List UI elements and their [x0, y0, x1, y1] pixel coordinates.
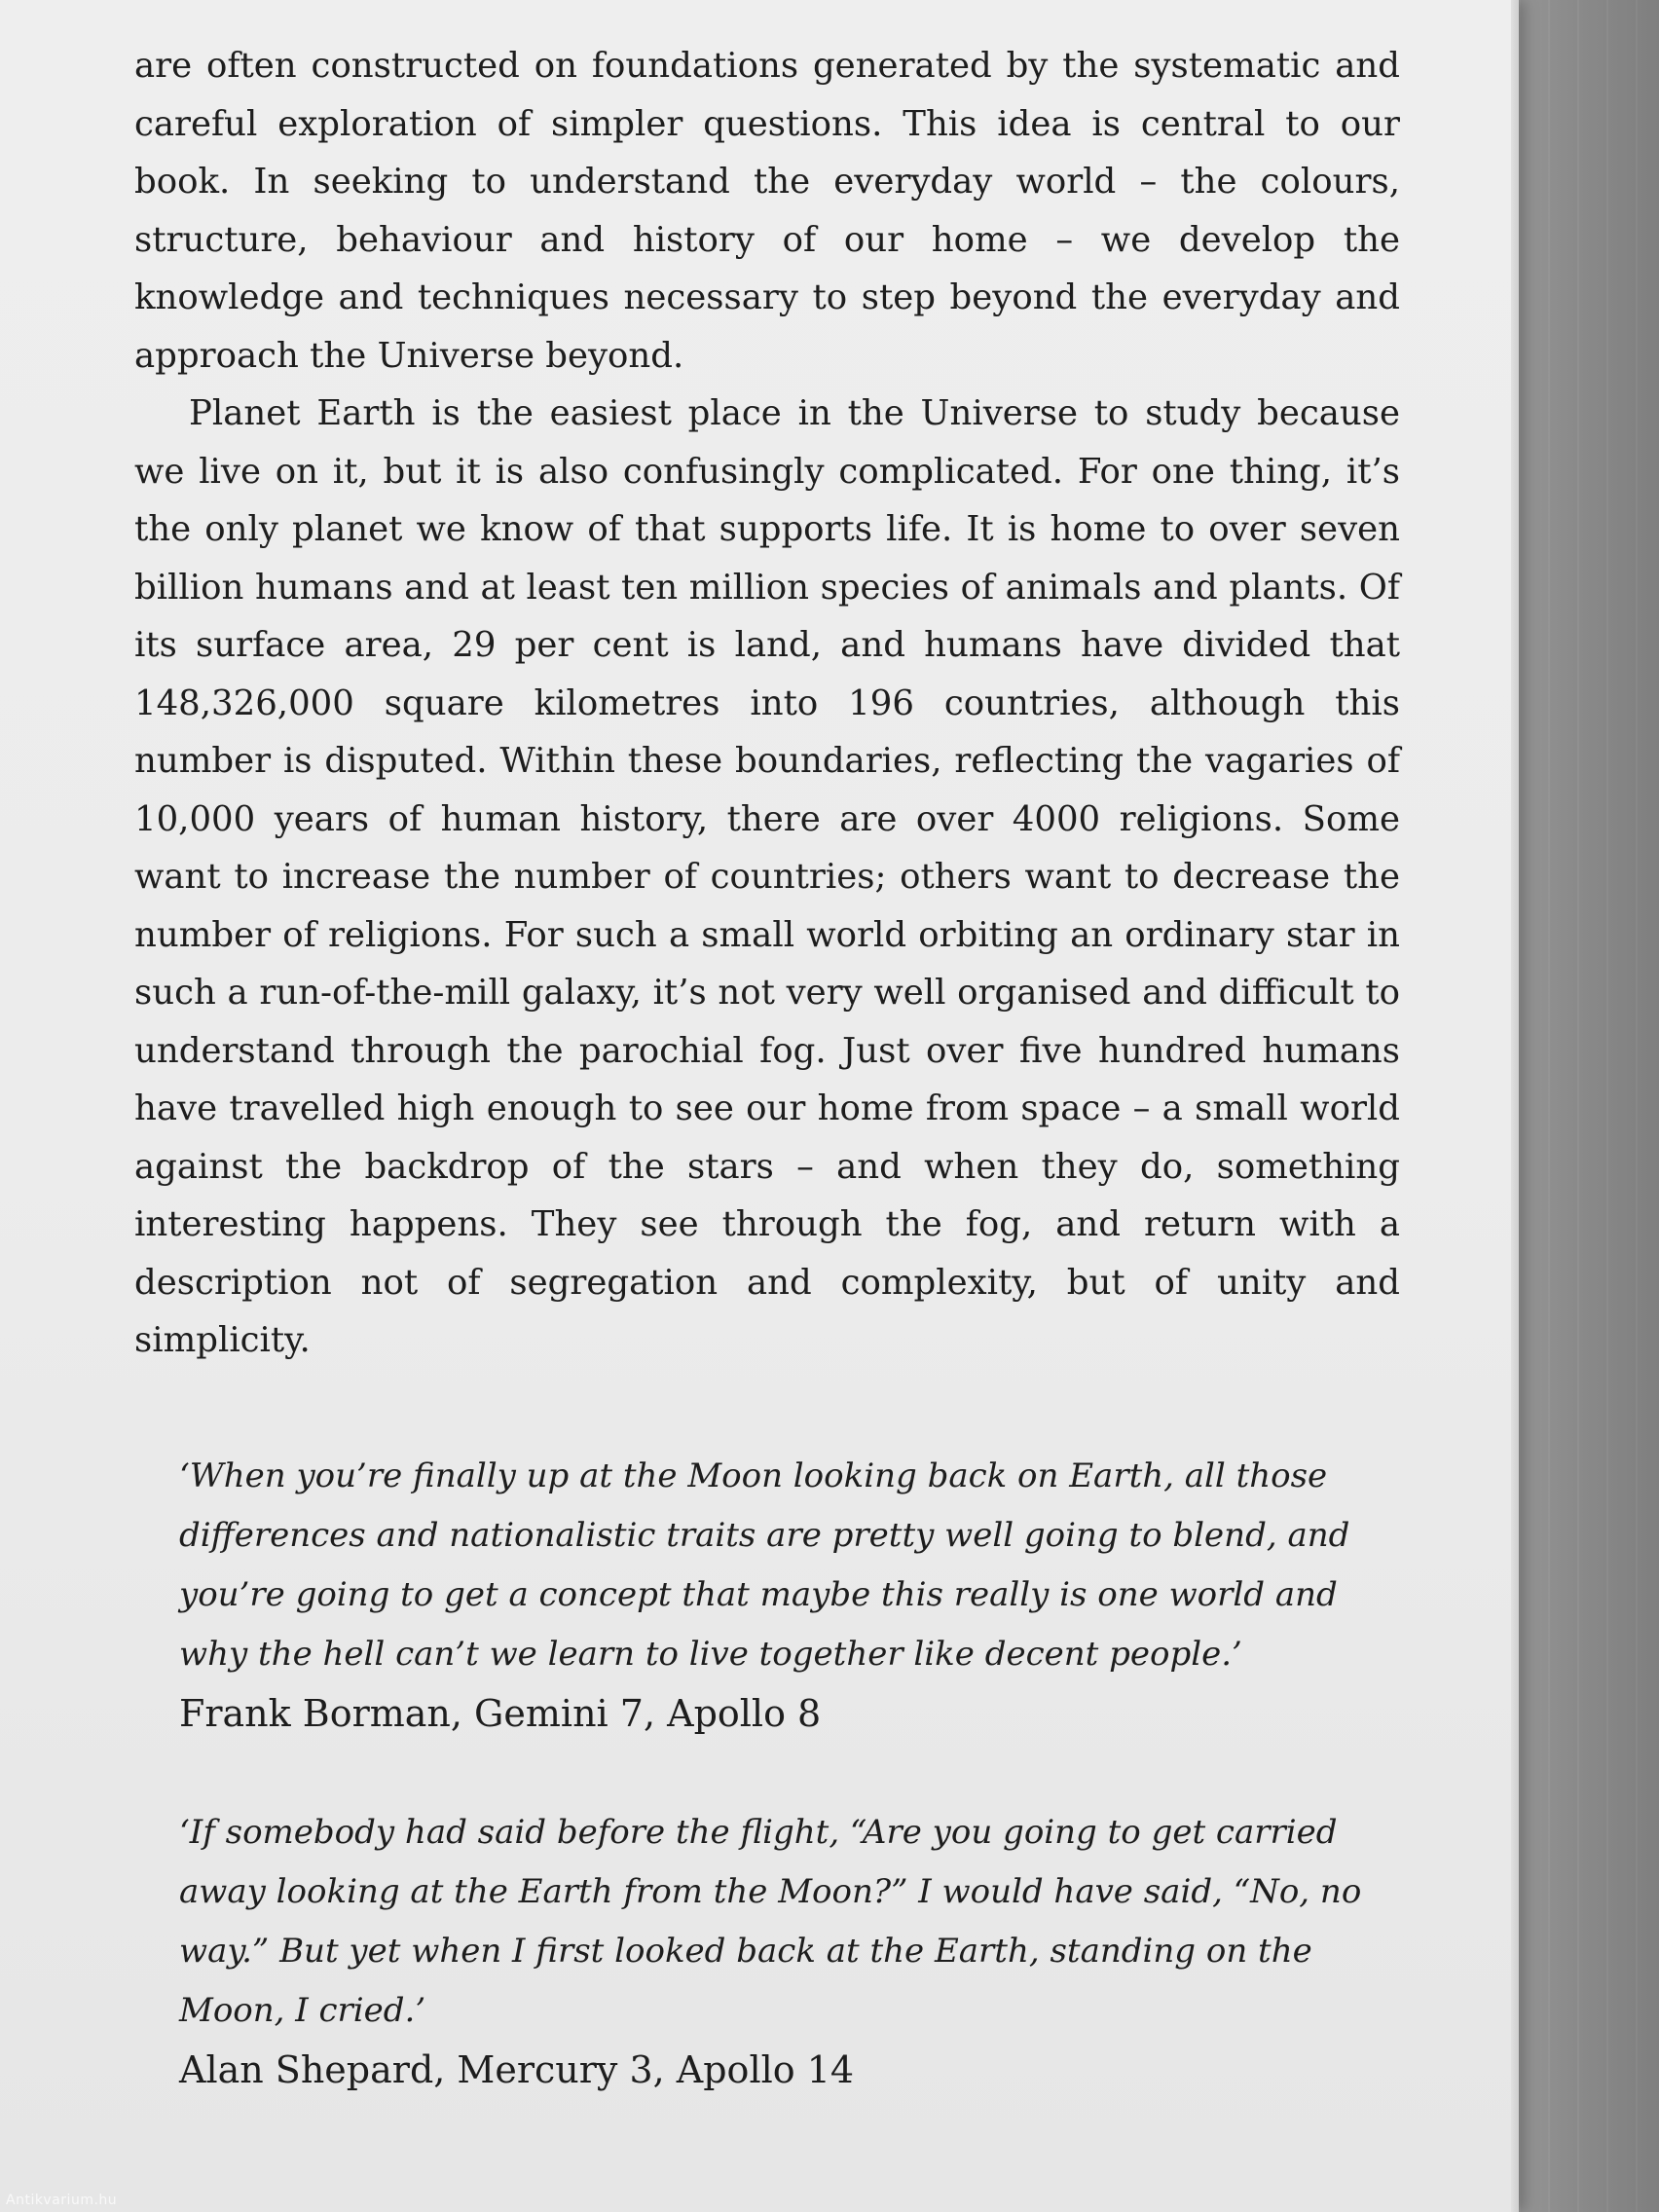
quote-attribution: Frank Borman, Gemini 7, Apollo 8 [179, 1692, 822, 1735]
quote-block-borman [179, 1447, 1386, 1743]
quote-text: ‘When you’re finally up at the Moon looking back on Earth, all those differences and nationalistic traits are pretty well going to blend, and you’re going to get a concept that maybe this really is one world and why the hell can’t we learn to live together like decent people.’ [179, 1456, 1350, 1674]
watermark: Antikvarium.hu [6, 2193, 118, 2208]
page-edge [1511, 0, 1519, 2212]
quote-text: ‘If somebody had said before the flight, “Are you going to get carried away looking at the Earth from the Moon?” I would have said, “No, no way.” But yet when I first looked back at the Earth, standing on the Moon, I cried.’ [179, 1813, 1362, 2030]
body-paragraph-2: Planet Earth is the easiest place in the Universe to study because we live on it, but it is also confusingly complicated. For one thing, it’s the only planet we know of that supports life. It is home to over seven billion humans and at least ten million species of animals and plants. Of its surface area, 29 per cent is land, and humans have divided that 148,326,000 square kilometres into 196 countries, although this number is disputed. Within these boundaries, reflecting the vagaries of 10,000 years of human history, there are over 4000 religions. Some want to increase the number of countries; others want to decrease the number of religions. For such a small world orbiting an ordinary star in such a run-of-the-mill galaxy, it’s not very well organised and difficult to understand through the parochial fog. Just over five hundred humans have travelled high enough to see our home from space – a small world against the backdrop of the stars – and when they do, something interesting happens. They see through the fog, and return with a description not of segregation and complexity, but of unity and simplicity. [134, 393, 1400, 1360]
quote-attribution: Alan Shepard, Mercury 3, Apollo 14 [179, 2048, 855, 2091]
background-texture [1519, 0, 1655, 2212]
body-paragraph-1: are often constructed on foundations generated by the systematic and careful exploration of simpler questions. This idea is central to our book. In seeking to understand the everyday world – the colours, structure, behaviour and history of our home – we develop the knowledge and techniques necessary to step beyond the everyday and approach the Universe beyond. [134, 46, 1400, 376]
quote-block-shepard [179, 1803, 1386, 2099]
body-text [134, 37, 1400, 1370]
